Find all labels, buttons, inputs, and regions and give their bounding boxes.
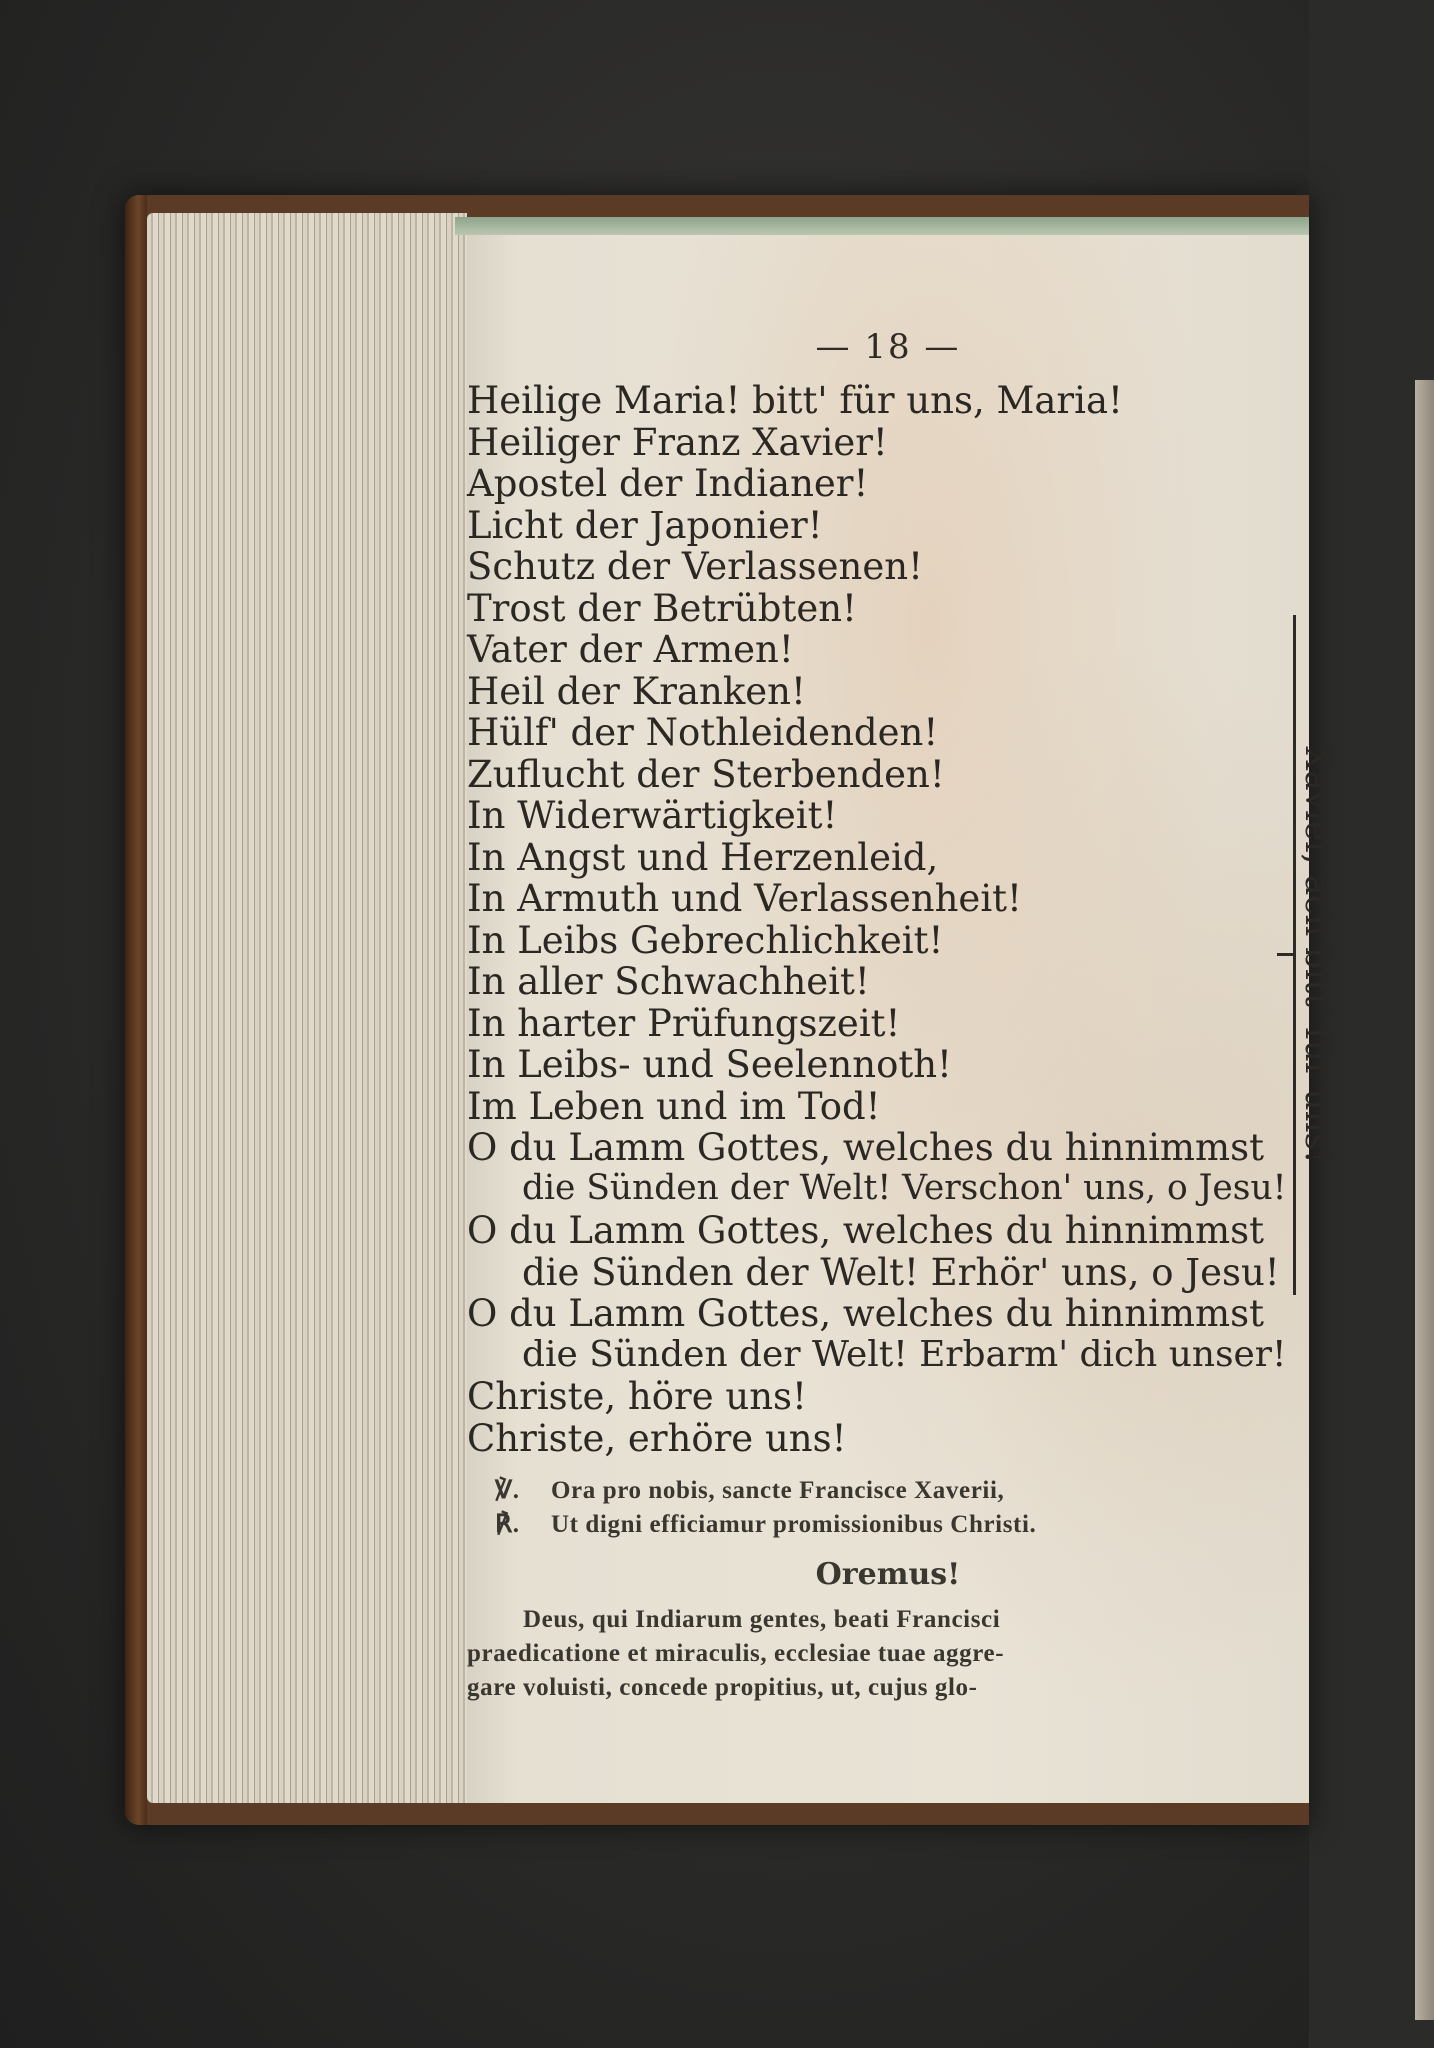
prayer-line: gare voluisti, concede propitius, ut, cujus glo-: [467, 1674, 978, 1701]
page-stack-edges: [147, 213, 467, 1803]
litany-line: In aller Schwachheit!: [467, 960, 870, 1003]
litany-line: Hülf' der Nothleidenden!: [467, 711, 939, 754]
versicle-text: Ora pro nobis, sancte Francisce Xaverii,: [551, 1477, 1005, 1504]
litany-line: Heiliger Franz Xavier!: [467, 420, 888, 464]
litany-line: Schutz der Verlassenen!: [467, 545, 923, 588]
litany-line: In Leibs- und Seelennoth!: [467, 1043, 952, 1086]
versicle-line: [495, 1478, 1004, 1503]
litany-line: Heil der Kranken!: [467, 669, 806, 713]
litany-line: Zuflucht der Sterbenden!: [467, 752, 945, 796]
litany-line: O du Lamm Gottes, welches du hinnimmst: [467, 1126, 1264, 1169]
litany-line: In Angst und Herzenleid,: [467, 835, 939, 879]
litany-line: die Sünden der Welt! Verschon' uns, o Jesu!: [522, 1167, 1287, 1208]
litany-line: Licht der Japonier!: [467, 503, 823, 547]
prayer-line: Deus, qui Indiarum gentes, beati Francisci: [523, 1606, 1001, 1633]
litany-line: Christe, höre uns!: [467, 1375, 807, 1418]
book-cover-edge: [125, 195, 147, 1825]
litany-line: Christe, erhöre uns!: [467, 1416, 847, 1460]
litany-line: In Widerwärtigkeit!: [467, 794, 838, 837]
litany-line: die Sünden der Welt! Erbarm' dich unser!: [522, 1333, 1287, 1375]
prayer-line: praedicatione et miraculis, ecclesiae tuae aggre-: [467, 1640, 1005, 1667]
litany-line: O du Lamm Gottes, welches du hinnimmst: [467, 1209, 1264, 1252]
litany-line: In harter Prüfungszeit!: [467, 1001, 901, 1045]
litany-line: Apostel der Indianer!: [467, 462, 869, 505]
oremus-heading: Oremus!: [815, 1557, 961, 1592]
page-right-edge: [1415, 380, 1434, 2020]
response-mark: ℟.: [495, 1511, 520, 1538]
versicle-mark: ℣.: [495, 1477, 520, 1504]
book-page: [467, 235, 1337, 1803]
brace-tip: [1277, 953, 1295, 956]
litany-line: Heilige Maria! bitt' für uns, Maria!: [467, 379, 1123, 422]
book-top-edge: [455, 217, 1309, 235]
litany-line: Vater der Armen!: [467, 628, 794, 671]
litany-line: O du Lamm Gottes, welches du hinnimmst: [467, 1292, 1264, 1335]
litany-line: In Leibs Gebrechlichkeit!: [467, 918, 944, 962]
refrain-text: Xavier, ach bitt' für uns!: [1297, 746, 1337, 1164]
litany-line: Im Leben und im Tod!: [467, 1084, 881, 1128]
litany-line: In Armuth und Verlassenheit!: [467, 877, 1022, 920]
response-text: Ut digni efficiamur promissionibus Christi.: [551, 1511, 1037, 1538]
response-line: [495, 1512, 1036, 1537]
page-number: — 18 —: [815, 327, 961, 367]
litany-line: Trost der Betrübten!: [467, 586, 857, 630]
open-book: [125, 195, 1337, 1825]
litany-line: die Sünden der Welt! Erhör' uns, o Jesu!: [522, 1250, 1280, 1294]
